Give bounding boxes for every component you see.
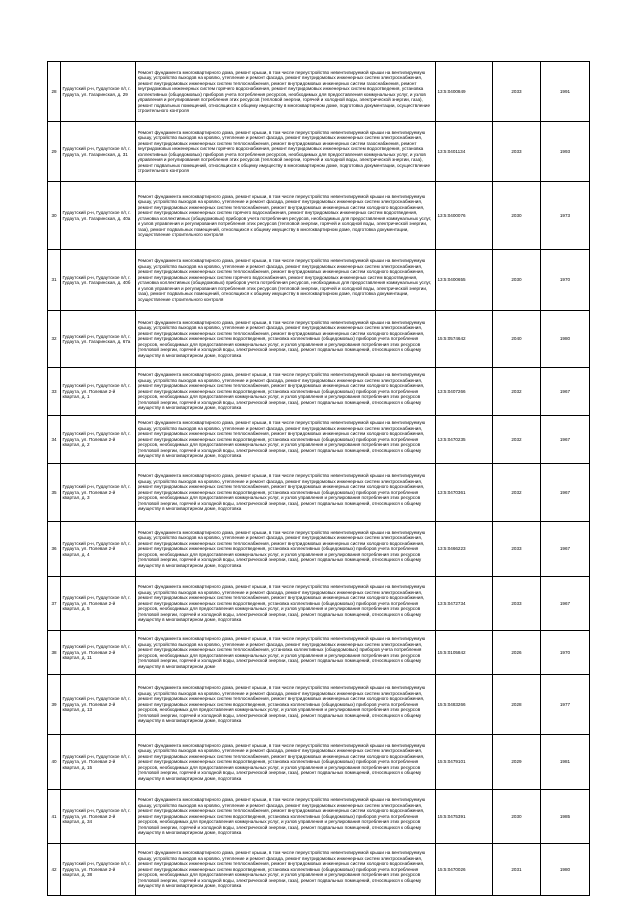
row-planned-year: 2029 — [511, 759, 522, 765]
row-number: 36 — [51, 546, 57, 552]
row-work-description: Ремонт фундамента многоквартирного дома, ремонт крыши, в том числе переустройство невентилируемой крыши на вентилируемую крышу, устройство выходов на кровлю, утепление и ремонт фасада, ремонт внутридомовых инженерных систем электроснабжения, ремонт внутридомовых инженерных систем теплоснабжения, ремонт внутридомовых инженерных систем газоснабжения, ремонт внутридомовых инженерных систем горячего водоснабжения, ремонт внутридомовых инженерных систем водоотведения, установка коллективных (общедомовых) приборов учета потребления ресурсов, необходимых для предоставления коммунальных услуг, и узлов управления и регулирования потребления этих ресурсов (тепловой энергии, горячей и холодной воды, электрической энергии, газа), ремонт подвальных помещений, относящихся к общему имуществу в многоквартирном доме, подготовка документации, осуществление строительного контроля — [137, 129, 431, 173]
row-work-description: Ремонт фундамента многоквартирного дома, ремонт крыши, в том числе переустройство невентилируемой крыши на вентилируемую крышу, устройство выходов на кровлю, утепление и ремонт фасада, ремонт внутридомовых инженерных систем электроснабжения, ремонт внутридомовых инженерных систем теплоснабжения, ремонт внутридомовых инженерных систем холодного водоснабжения, ремонт внутридомовых инженерных систем водоотведения, установка коллективных (общедомовых) приборов учета потребления ресурсов, необходимых для предоставления коммунальных услуг, и узлов управления и регулирования потребления этих ресурсов (тепловой энергии, горячей и холодной воды, электрической энергии, газа), ремонт подвальных помещений, относящихся к общему имуществу в многоквартирном доме, подготовка — [137, 529, 426, 568]
row-address: Гудаутский р-н, Гудаутское п/г, г. Гудаута, ул. Полевая 2-й квартал, д. 4 — [62, 540, 131, 557]
row-planned-year: 2040 — [511, 336, 522, 342]
row-built-year: 1973 — [559, 212, 571, 218]
row-address: Гудаутский р-н, Гудаутское п/г, г. Гудаута, ул. Гагаринская, д. 67а — [62, 333, 131, 344]
row-number: 42 — [51, 866, 57, 872]
table-row — [48, 844, 590, 896]
table-row — [48, 368, 590, 416]
row-built-year: 1980 — [559, 336, 571, 342]
row-work-description: Ремонт фундамента многоквартирного дома, ремонт крыши, в том числе переустройство невентилируемой крыши на вентилируемую крышу, устройство выходов на кровлю, утепление и ремонт фасада, ремонт внутридомовых инженерных систем электроснабжения, ремонт внутридомовых инженерных систем теплоснабжения, установка коллективных (общедомовых) приборов учета потребления ресурсов, необходимых для предоставления коммунальных услуг, и узлов управления и регулирования потребления этих ресурсов (тепловой энергии, горячей и холодной воды, электрической энергии, газа), ремонт подвальных помещений, относящихся к общему имуществу в многоквартирном доме — [137, 636, 426, 669]
row-planned-year: 2033 — [511, 600, 522, 606]
row-number: 31 — [51, 277, 57, 283]
row-work-description: Ремонт фундамента многоквартирного дома, ремонт крыши, в том числе переустройство невентилируемой крыши на вентилируемую крышу, устройство выходов на кровлю, утепление и ремонт фасада, ремонт внутридомовых инженерных систем электроснабжения, ремонт внутридомовых инженерных систем теплоснабжения, ремонт внутридомовых инженерных систем холодного водоснабжения, ремонт внутридомовых инженерных систем водоотведения, установка коллективных (общедомовых) приборов учета потребления ресурсов, необходимых для предоставления коммунальных услуг, и узлов управления и регулирования потребления этих ресурсов (тепловой энергии, горячей и холодной воды, электрической энергии, газа), ремонт подвальных помещений, относящихся к общему имуществу в многоквартирном доме, подготовка — [137, 797, 426, 836]
row-planned-year: 2032 — [511, 489, 522, 495]
row-address: Гудаутский р-н, Гудаутское п/г, г. Гудаута, ул. Полевая 2-й квартал, д. 38 — [62, 861, 131, 878]
row-address: Гудаутский р-н, Гудаутское п/г, г. Гудаута, ул. Гагаринская, д. 29 — [62, 86, 131, 97]
row-planned-year: 2026 — [511, 649, 522, 655]
row-built-year: 1993 — [559, 148, 571, 154]
row-built-year: 1967 — [559, 600, 571, 606]
row-planned-year: 2033 — [511, 88, 522, 94]
row-number: 38 — [51, 649, 57, 655]
row-number: 34 — [51, 436, 57, 442]
row-work-description: Ремонт фундамента многоквартирного дома, ремонт крыши, в том числе переустройство невентилируемой крыши на вентилируемую крышу, устройство выходов на кровлю, утепление и ремонт фасада, ремонт внутридомовых инженерных систем электроснабжения, ремонт внутридомовых инженерных систем теплоснабжения, ремонт внутридомовых инженерных систем холодного водоснабжения, ремонт внутридомовых инженерных систем водоотведения, установка коллективных (общедомовых) приборов учета потребления ресурсов, необходимых для предоставления коммунальных услуг, и узлов управления и регулирования потребления этих ресурсов (тепловой энергии, горячей и холодной воды, электрической энергии, газа), ремонт подвальных помещений, относящихся к общему имуществу в многоквартирном доме, подготовка — [137, 319, 426, 358]
row-number: 37 — [51, 600, 57, 606]
row-work-description: Ремонт фундамента многоквартирного дома, ремонт крыши, в том числе переустройство невентилируемой крыши на вентилируемую крышу, устройство выходов на кровлю, утепление и ремонт фасада, ремонт внутридомовых инженерных систем электроснабжения, ремонт внутридомовых инженерных систем теплоснабжения, ремонт внутридомовых инженерных систем холодного водоснабжения, ремонт внутридомовых инженерных систем водоотведения, установка коллективных (общедомовых) приборов учета потребления ресурсов, необходимых для предоставления коммунальных услуг, и узлов управления и регулирования потребления этих ресурсов (тепловой энергии, горячей и холодной воды, электрической энергии, газа), ремонт подвальных помещений, относящихся к общему имуществу в многоквартирном доме, подготовка — [137, 685, 426, 724]
row-address: Гудаутский р-н, Гудаутское п/г, г. Гудаута, ул. Полевая 2-й квартал, д. 11 — [62, 644, 131, 661]
table-row — [48, 250, 590, 311]
row-work-description: Ремонт фундамента многоквартирного дома, ремонт крыши, в том числе переустройство невентилируемой крыши на вентилируемую крышу, устройство выходов на кровлю, утепление и ремонт фасада, ремонт внутридомовых инженерных систем электроснабжения, ремонт внутридомовых инженерных систем теплоснабжения, ремонт внутридомовых инженерных систем холодного водоснабжения, ремонт внутридомовых инженерных систем водоотведения, установка коллективных (общедомовых) приборов учета потребления ресурсов, необходимых для предоставления коммунальных услуг, и узлов управления и регулирования потребления этих ресурсов (тепловой энергии, горячей и холодной воды, электрической энергии, газа), ремонт подвальных помещений, относящихся к общему имуществу в многоквартирном доме, подготовка — [137, 742, 426, 781]
row-cadastral-number: 13:5:0407266 — [437, 388, 466, 394]
row-number: 32 — [51, 336, 57, 342]
row-number: 30 — [51, 212, 57, 218]
row-planned-year: 2028 — [511, 701, 522, 707]
row-cadastral-number: 13:5:0466223 — [437, 546, 466, 552]
row-number: 35 — [51, 489, 57, 495]
table-row — [48, 522, 590, 577]
row-work-description: Ремонт фундамента многоквартирного дома, ремонт крыши, в том числе переустройство невентилируемой крыши на вентилируемую крышу, устройство выходов на кровлю, утепление и ремонт фасада, ремонт внутридомовых инженерных систем электроснабжения, ремонт внутридомовых инженерных систем теплоснабжения, ремонт внутридомовых инженерных систем холодного водоснабжения, ремонт внутридомовых инженерных систем горячего водоснабжения, ремонт внутридомовых инженерных систем водоотведения, установка коллективных (общедомовых) приборов учета потребления ресурсов, необходимых для предоставления коммунальных услуг, и узлов управления и регулирования потребления этих ресурсов (тепловой энергии, горячей и холодной воды, электрической энергии, газа), ремонт подвальных помещений, относящихся к общему имуществу в многоквартирном доме, подготовка документации, осуществление строительного контроля — [137, 258, 432, 302]
table-row — [48, 182, 590, 250]
row-address: Гудаутский р-н, Гудаутское п/г, г. Гудаута, ул. Полевая 2-й квартал, д. 34 — [62, 808, 131, 825]
row-work-description: Ремонт фундамента многоквартирного дома, ремонт крыши, в том числе переустройство невентилируемой крыши на вентилируемую крышу, устройство выходов на кровлю, утепление и ремонт фасада, ремонт внутридомовых инженерных систем электроснабжения, ремонт внутридомовых инженерных систем теплоснабжения, ремонт внутридомовых инженерных систем холодного водоснабжения, ремонт внутридомовых инженерных систем водоотведения, установка коллективных (общедомовых) приборов учета потребления ресурсов, необходимых для предоставления коммунальных услуг, и узлов управления и регулирования потребления этих ресурсов (тепловой энергии, горячей и холодной воды, электрической энергии, газа), ремонт подвальных помещений, относящихся к общему имуществу в многоквартирном доме, подготовка — [137, 850, 426, 889]
row-planned-year: 2032 — [511, 388, 522, 394]
row-work-description: Ремонт фундамента многоквартирного дома, ремонт крыши, в том числе переустройство невентилируемой крыши на вентилируемую крышу, устройство выходов на кровлю, утепление и ремонт фасада, ремонт внутридомовых инженерных систем электроснабжения, ремонт внутридомовых инженерных систем теплоснабжения, ремонт внутридомовых инженерных систем холодного водоснабжения, ремонт внутридомовых инженерных систем водоотведения, установка коллективных (общедомовых) приборов учета потребления ресурсов, необходимых для предоставления коммунальных услуг, и узлов управления и регулирования потребления этих ресурсов (тепловой энергии, горячей и холодной воды, электрической энергии, газа), ремонт подвальных помещений, относящихся к общему имуществу в многоквартирном доме, подготовка — [137, 372, 426, 411]
row-planned-year: 2030 — [511, 212, 522, 218]
row-work-description: Ремонт фундамента многоквартирного дома, ремонт крыши, в том числе переустройство невентилируемой крыши на вентилируемую крышу, устройство выходов на кровлю, утепление и ремонт фасада, ремонт внутридомовых инженерных систем электроснабжения, ремонт внутридомовых инженерных систем теплоснабжения, ремонт внутридомовых инженерных систем холодного водоснабжения, ремонт внутридомовых инженерных систем водоотведения, установка коллективных (общедомовых) приборов учета потребления ресурсов, необходимых для предоставления коммунальных услуг, и узлов управления и регулирования потребления этих ресурсов (тепловой энергии, горячей и холодной воды, электрической энергии, газа), ремонт подвальных помещений, относящихся к общему имуществу в многоквартирном доме, подготовка — [137, 473, 426, 512]
table-row — [48, 790, 590, 844]
row-built-year: 1991 — [559, 88, 571, 94]
row-address: Гудаутский р-н, Гудаутское п/г, г. Гудаута, ул. Полевая 2-й квартал, д. 5 — [62, 595, 131, 612]
row-cadastral-number: 13:5:0401134 — [437, 148, 466, 154]
row-cadastral-number: 13:5:0400076 — [437, 212, 466, 218]
row-planned-year: 2033 — [511, 546, 522, 552]
row-built-year: 1981 — [559, 759, 571, 765]
table-row — [48, 577, 590, 631]
row-work-description: Ремонт фундамента многоквартирного дома, ремонт крыши, в том числе переустройство невентилируемой крыши на вентилируемую крышу, устройство выходов на кровлю, утепление и ремонт фасада, ремонт внутридомовых инженерных систем электроснабжения, ремонт внутридомовых инженерных систем теплоснабжения, ремонт внутридомовых инженерных систем холодного водоснабжения, ремонт внутридомовых инженерных систем горячего водоснабжения, ремонт внутридомовых инженерных систем водоотведения, установка коллективных (общедомовых) приборов учета потребления ресурсов, необходимых для предоставления коммунальных услуг, и узлов управления и регулирования потребления этих ресурсов (тепловой энергии, горячей и холодной воды, электрической энергии, газа), ремонт подвальных помещений, относящихся к общему имуществу в многоквартирном доме, подготовка документации, осуществление строительного контроля — [137, 193, 432, 237]
row-work-description: Ремонт фундамента многоквартирного дома, ремонт крыши, в том числе переустройство невентилируемой крыши на вентилируемую крышу, устройство выходов на кровлю, утепление и ремонт фасада, ремонт внутридомовых инженерных систем электроснабжения, ремонт внутридомовых инженерных систем теплоснабжения, ремонт внутридомовых инженерных систем холодного водоснабжения, ремонт внутридомовых инженерных систем водоотведения, установка коллективных (общедомовых) приборов учета потребления ресурсов, необходимых для предоставления коммунальных услуг, и узлов управления и регулирования потребления этих ресурсов (тепловой энергии, горячей и холодной воды, электрической энергии, газа), ремонт подвальных помещений, относящихся к общему имуществу в многоквартирном доме, подготовка — [137, 584, 426, 623]
row-built-year: 1967 — [559, 388, 571, 394]
table-row — [48, 122, 590, 182]
row-cadastral-number: 13:5:0400849 — [437, 88, 466, 94]
row-cadastral-number: 15:5:0470026 — [437, 866, 466, 872]
row-planned-year: 2030 — [511, 813, 522, 819]
row-cadastral-number: 15:5:0479101 — [437, 759, 466, 765]
row-built-year: 1980 — [559, 866, 571, 872]
row-number: 40 — [51, 759, 57, 765]
row-address: Гудаутский р-н, Гудаутское п/г, г. Гудаута, ул. Полевая 2-й квартал, д. 1 — [62, 383, 131, 400]
row-address: Гудаутский р-н, Гудаутское п/г, г. Гудаута, ул. Гагаринская, д. 40а — [62, 210, 131, 221]
table-body — [48, 62, 590, 896]
row-cadastral-number: 13:5:0472734 — [437, 600, 466, 606]
table-row — [48, 631, 590, 675]
row-built-year: 1967 — [559, 546, 571, 552]
row-address: Гудаутский р-н, Гудаутское п/г, г. Гудаута, ул. Полевая 2-й квартал, д. 13 — [62, 696, 131, 713]
row-cadastral-number: 15:5:0105842 — [437, 649, 466, 655]
row-number: 41 — [51, 813, 57, 819]
row-planned-year: 2032 — [511, 436, 522, 442]
row-number: 33 — [51, 388, 57, 394]
row-built-year: 1970 — [559, 277, 571, 283]
row-address: Гудаутский р-н, Гудаутское п/г, г. Гудаута, ул. Полевая 2-й квартал, д. 15 — [62, 753, 131, 770]
row-cadastral-number: 15:5:0483266 — [437, 701, 466, 707]
row-number: 28 — [51, 88, 57, 94]
table-row — [48, 416, 590, 464]
document-page — [47, 61, 589, 896]
row-cadastral-number: 13:5:0400655 — [437, 277, 466, 283]
row-built-year: 1985 — [559, 813, 571, 819]
row-planned-year: 2031 — [511, 866, 522, 872]
row-cadastral-number: 15:5:0475391 — [437, 813, 466, 819]
table-row — [48, 62, 590, 122]
capital-repair-table — [47, 61, 590, 896]
table-row — [48, 464, 590, 522]
row-address: Гудаутский р-н, Гудаутское п/г, г. Гудаута, ул. Полевая 2-й квартал, д. 2 — [62, 431, 131, 448]
row-number: 29 — [51, 148, 57, 154]
row-address: Гудаутский р-н, Гудаутское п/г, г. Гудаута, ул. Гагаринская, д. 31 — [62, 146, 131, 157]
row-work-description: Ремонт фундамента многоквартирного дома, ремонт крыши, в том числе переустройство невентилируемой крыши на вентилируемую крышу, устройство выходов на кровлю, утепление и ремонт фасада, ремонт внутридомовых инженерных систем электроснабжения, ремонт внутридомовых инженерных систем теплоснабжения, ремонт внутридомовых инженерных систем газоснабжения, ремонт внутридомовых инженерных систем горячего водоснабжения, ремонт внутридомовых инженерных систем водоотведения, установка коллективных (общедомовых) приборов учета потребления ресурсов, необходимых для предоставления коммунальных услуг, и узлов управления и регулирования потребления этих ресурсов (тепловой энергии, горячей и холодной воды, электрической энергии, газа), ремонт подвальных помещений, относящихся к общему имуществу в многоквартирном доме, подготовка документации, осуществление строительного контроля — [137, 69, 431, 113]
row-address: Гудаутский р-н, Гудаутское п/г, г. Гудаута, ул. Полевая 2-й квартал, д. 3 — [62, 484, 131, 501]
table-row — [48, 735, 590, 790]
row-built-year: 1967 — [559, 489, 571, 495]
row-built-year: 1977 — [559, 701, 571, 707]
row-cadastral-number: 13:5:0470235 — [437, 436, 466, 442]
table-row — [48, 311, 590, 368]
row-cadastral-number: 13:5:0470361 — [437, 489, 466, 495]
row-planned-year: 2030 — [511, 277, 522, 283]
row-cadastral-number: 15:5:0574642 — [437, 336, 466, 342]
row-built-year: 1967 — [559, 436, 571, 442]
row-planned-year: 2033 — [511, 148, 522, 154]
row-built-year: 1970 — [559, 649, 571, 655]
row-work-description: Ремонт фундамента многоквартирного дома, ремонт крыши, в том числе переустройство невентилируемой крыши на вентилируемую крышу, устройство выходов на кровлю, утепление и ремонт фасада, ремонт внутридомовых инженерных систем электроснабжения, ремонт внутридомовых инженерных систем теплоснабжения, ремонт внутридомовых инженерных систем холодного водоснабжения, ремонт внутридомовых инженерных систем водоотведения, установка коллективных (общедомовых) приборов учета потребления ресурсов, необходимых для предоставления коммунальных услуг, и узлов управления и регулирования потребления этих ресурсов (тепловой энергии, горячей и холодной воды, электрической энергии, газа), ремонт подвальных помещений, относящихся к общему имуществу в многоквартирном доме, подготовка — [137, 420, 426, 459]
row-number: 39 — [51, 701, 57, 707]
row-address: Гудаутский р-н, Гудаутское п/г, г. Гудаута, ул. Гагаринская, д. 40б — [62, 274, 131, 285]
table-row — [48, 675, 590, 735]
